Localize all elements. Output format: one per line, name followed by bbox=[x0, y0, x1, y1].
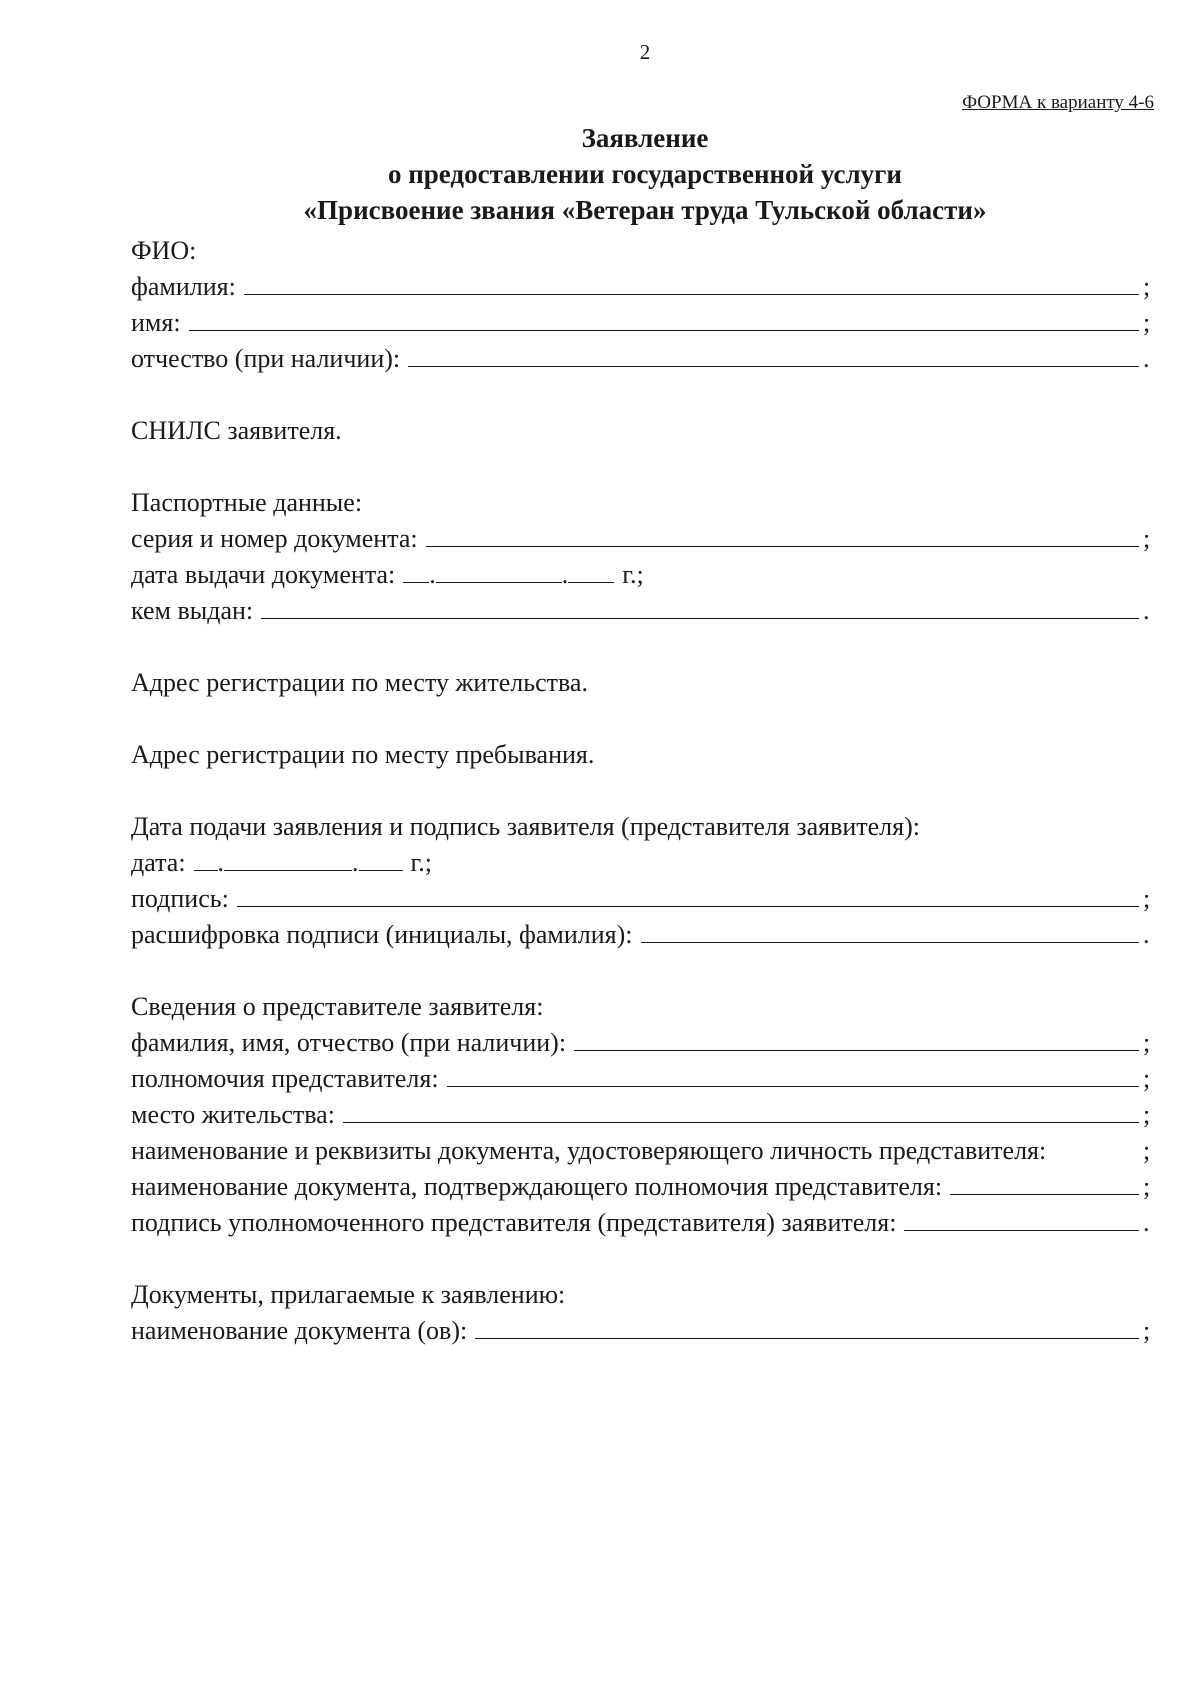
submission-heading: Дата подачи заявления и подпись заявителя (представителя заявителя): bbox=[131, 812, 921, 841]
name-field[interactable] bbox=[189, 330, 1139, 331]
rep-fio-row: фамилия, имя, отчество (при наличии): ; bbox=[131, 1028, 1151, 1057]
documents-names-label: наименование документа (ов): bbox=[131, 1316, 468, 1345]
rep-id-doc-row: наименование и реквизиты документа, удостоверяющего личность представителя: ; bbox=[131, 1136, 1151, 1165]
title-line-2: о предоставлении государственной услуги bbox=[387, 159, 902, 189]
submission-date-row: дата: . . г.; bbox=[131, 848, 433, 877]
passport-series-row: серия и номер документа: ; bbox=[131, 524, 1151, 553]
signature-label: подпись: bbox=[131, 884, 229, 913]
title-line-1: Заявление bbox=[581, 123, 709, 153]
issued-by-field[interactable] bbox=[261, 618, 1139, 619]
snils-label: СНИЛС заявителя. bbox=[131, 416, 342, 445]
rep-powers-row: полномочия представителя: ; bbox=[131, 1064, 1151, 1093]
name-row: имя: ; bbox=[131, 308, 1151, 337]
signature-decode-row: расшифровка подписи (инициалы, фамилия): . bbox=[131, 920, 1150, 949]
rep-powers-doc-label: наименование документа, подтверждающего полномочия представителя: bbox=[131, 1172, 943, 1201]
passport-series-label: серия и номер документа: bbox=[131, 524, 418, 553]
rep-residence-field[interactable] bbox=[343, 1122, 1139, 1123]
signature-decode-field[interactable] bbox=[641, 942, 1139, 943]
signature-decode-label: расшифровка подписи (инициалы, фамилия): bbox=[131, 920, 633, 949]
issued-by-row: кем выдан: . bbox=[131, 596, 1150, 625]
submission-date-label: дата: bbox=[131, 848, 186, 877]
surname-field[interactable] bbox=[244, 294, 1139, 295]
rep-signature-row: подпись уполномоченного представителя (представителя) заявителя: . bbox=[131, 1208, 1150, 1237]
rep-powers-label: полномочия представителя: bbox=[131, 1064, 439, 1093]
submission-year-field[interactable] bbox=[359, 870, 403, 871]
rep-fio-label: фамилия, имя, отчество (при наличии): bbox=[131, 1028, 567, 1057]
address-stay-label: Адрес регистрации по месту пребывания. bbox=[131, 740, 595, 769]
passport-month-field[interactable] bbox=[436, 582, 562, 583]
rep-powers-doc-field[interactable] bbox=[950, 1194, 1139, 1195]
address-residence-label: Адрес регистрации по месту жительства. bbox=[131, 668, 588, 697]
patronymic-label: отчество (при наличии): bbox=[131, 344, 401, 373]
signature-row: подпись: ; bbox=[131, 884, 1151, 913]
documents-names-field[interactable] bbox=[475, 1338, 1139, 1339]
address-stay-row bbox=[131, 734, 1153, 770]
rep-signature-field[interactable] bbox=[904, 1230, 1139, 1231]
representative-heading: Сведения о представителе заявителя: bbox=[131, 992, 544, 1021]
passport-date-label: дата выдачи документа: bbox=[131, 560, 396, 589]
patronymic-row: отчество (при наличии): . bbox=[131, 344, 1150, 373]
signature-field[interactable] bbox=[237, 906, 1139, 907]
patronymic-field[interactable] bbox=[408, 366, 1139, 367]
fio-heading: ФИО: bbox=[131, 236, 197, 265]
name-label: имя: bbox=[131, 308, 181, 337]
passport-day-field[interactable] bbox=[403, 582, 429, 583]
rep-signature-label: подпись уполномоченного представителя (представителя) заявителя: bbox=[131, 1208, 897, 1237]
passport-date-row: дата выдачи документа: . . г.; bbox=[131, 560, 644, 589]
form-body bbox=[131, 230, 1153, 1346]
page-number: 2 bbox=[639, 40, 651, 64]
rep-residence-row: место жительства: ; bbox=[131, 1100, 1151, 1129]
documents-heading: Документы, прилагаемые к заявлению: bbox=[131, 1280, 566, 1309]
surname-row: фамилия: ; bbox=[131, 272, 1151, 301]
form-reference: ФОРМА к варианту 4-6 bbox=[962, 92, 1154, 113]
passport-series-field[interactable] bbox=[426, 546, 1139, 547]
rep-powers-doc-row: наименование документа, подтверждающего полномочия представителя: ; bbox=[131, 1172, 1151, 1201]
surname-label: фамилия: bbox=[131, 272, 236, 301]
documents-names-row: наименование документа (ов): ; bbox=[131, 1316, 1151, 1345]
passport-heading: Паспортные данные: bbox=[131, 488, 363, 517]
submission-month-field[interactable] bbox=[224, 870, 352, 871]
submission-day-field[interactable] bbox=[194, 870, 218, 871]
rep-fio-field[interactable] bbox=[574, 1050, 1139, 1051]
rep-id-doc-label: наименование и реквизиты документа, удостоверяющего личность представителя: bbox=[131, 1136, 1047, 1165]
rep-powers-field[interactable] bbox=[447, 1086, 1139, 1087]
issued-by-label: кем выдан: bbox=[131, 596, 254, 625]
rep-residence-label: место жительства: bbox=[131, 1100, 335, 1129]
document-title bbox=[0, 120, 1200, 228]
passport-year-field[interactable] bbox=[568, 582, 614, 583]
address-residence-row bbox=[131, 662, 1153, 698]
snils-row bbox=[131, 410, 1153, 446]
title-line-3: «Присвоение звания «Ветеран труда Тульской области» bbox=[303, 195, 987, 225]
